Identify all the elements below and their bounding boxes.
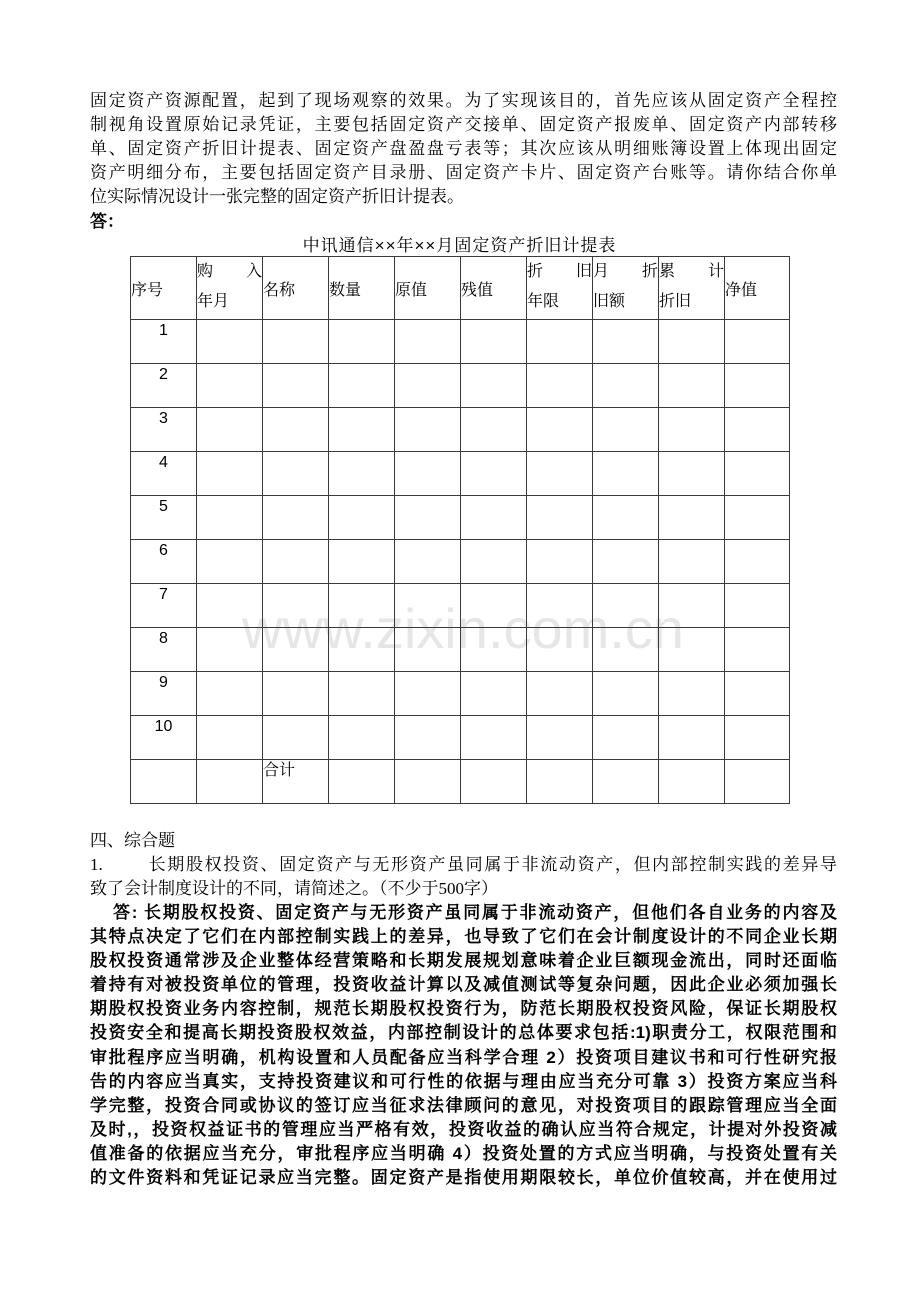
header-monthly-depreciation bbox=[593, 257, 659, 320]
table-cell bbox=[395, 408, 461, 452]
table-cell bbox=[461, 760, 527, 804]
table-cell bbox=[593, 540, 659, 584]
table-cell bbox=[395, 628, 461, 672]
table-cell bbox=[659, 408, 725, 452]
table-cell bbox=[659, 628, 725, 672]
table-cell bbox=[593, 408, 659, 452]
table-cell bbox=[329, 452, 395, 496]
intro-line: 制视角设置原始记录凭证，主要包括固定资产交接单、固定资产报废单、固定资产内部转移 bbox=[90, 115, 837, 134]
header-index: 序号 bbox=[131, 257, 197, 320]
table-cell bbox=[197, 760, 263, 804]
table-total-row bbox=[131, 760, 790, 804]
header-line: 年月 bbox=[197, 293, 230, 310]
answer-label: 答: bbox=[113, 903, 138, 922]
table-cell bbox=[725, 408, 790, 452]
answer-line: 审批程序应当明确，机构设置和人员配备应当科学合理 2）投资项目建议书和可行性研究报 bbox=[90, 1048, 837, 1067]
intro-line: 固定资产资源配置，起到了现场观察的效果。为了实现该目的，首先应该从固定资产全程控 bbox=[90, 91, 837, 110]
table-cell bbox=[197, 364, 263, 408]
table-cell bbox=[329, 408, 395, 452]
table-cell bbox=[395, 716, 461, 760]
row-index bbox=[131, 760, 197, 804]
table-cell bbox=[263, 364, 329, 408]
row-index: 8 bbox=[131, 628, 197, 672]
header-accumulated-depreciation bbox=[659, 257, 725, 320]
table-cell bbox=[329, 672, 395, 716]
table-cell bbox=[197, 452, 263, 496]
header-line: 月 折 bbox=[593, 263, 658, 280]
table-cell bbox=[461, 628, 527, 672]
table-cell bbox=[197, 716, 263, 760]
header-original-value: 原值 bbox=[395, 257, 461, 320]
table-cell bbox=[197, 540, 263, 584]
table-row bbox=[131, 408, 790, 452]
table-cell bbox=[593, 584, 659, 628]
table-cell bbox=[263, 628, 329, 672]
table-cell bbox=[461, 496, 527, 540]
table-cell bbox=[461, 408, 527, 452]
answer-text: 长期股权投资、固定资产与无形资产虽同属于非流动资产，但他们各自业务的内容及 bbox=[143, 903, 837, 922]
table-cell bbox=[725, 584, 790, 628]
table-cell bbox=[725, 716, 790, 760]
table-cell bbox=[395, 364, 461, 408]
answer-line: 的文件资料和凭证记录应当完整。固定资产是指使用期限较长，单位价值较高，并在使用过 bbox=[90, 1168, 837, 1187]
row-index: 10 bbox=[131, 716, 197, 760]
section-heading: 四、综合题 bbox=[90, 831, 175, 850]
table-cell bbox=[659, 364, 725, 408]
header-purchase-date bbox=[197, 257, 263, 320]
intro-line: 单、固定资产折旧计提表、固定资产盘盈盘亏表等；其次应该从明细账簿设置上体现出固定 bbox=[90, 139, 837, 158]
table-row bbox=[131, 496, 790, 540]
table-row bbox=[131, 716, 790, 760]
table-cell bbox=[461, 320, 527, 364]
header-line: 年限 bbox=[527, 293, 560, 310]
table-cell bbox=[263, 672, 329, 716]
table-cell bbox=[263, 496, 329, 540]
table-cell bbox=[527, 760, 593, 804]
header-line: 购 入 bbox=[197, 263, 262, 280]
question-line: 致了会计制度设计的不同，请简述之。（不少于500字） bbox=[90, 879, 498, 898]
table-title: 中讯通信××年××月固定资产折旧计提表 bbox=[302, 236, 617, 255]
table-row bbox=[131, 364, 790, 408]
table-cell bbox=[725, 628, 790, 672]
table-cell bbox=[527, 716, 593, 760]
table-cell bbox=[593, 364, 659, 408]
table-row bbox=[131, 452, 790, 496]
table-cell bbox=[329, 496, 395, 540]
row-index: 2 bbox=[131, 364, 197, 408]
table-cell bbox=[329, 760, 395, 804]
table-cell bbox=[329, 364, 395, 408]
table-cell bbox=[659, 584, 725, 628]
table-cell bbox=[659, 320, 725, 364]
table-cell bbox=[725, 364, 790, 408]
row-index: 7 bbox=[131, 584, 197, 628]
table-cell bbox=[197, 320, 263, 364]
answer-line: 及时,，投资权益证书的管理应当严格有效，投资收益的确认应当符合规定，计提对外投资减 bbox=[90, 1120, 837, 1139]
row-index: 5 bbox=[131, 496, 197, 540]
table-cell bbox=[659, 760, 725, 804]
watermark: www.zixin.com.cn bbox=[242, 597, 684, 660]
table-cell bbox=[263, 716, 329, 760]
table-cell bbox=[329, 628, 395, 672]
table-cell bbox=[593, 760, 659, 804]
table-cell bbox=[395, 760, 461, 804]
table-header-row bbox=[131, 257, 790, 320]
table-cell bbox=[527, 364, 593, 408]
table-cell bbox=[527, 628, 593, 672]
table-cell bbox=[593, 672, 659, 716]
table-cell bbox=[527, 672, 593, 716]
table-cell bbox=[593, 628, 659, 672]
table-cell bbox=[725, 760, 790, 804]
answer-line: 学完整，投资合同或协议的签订应当征求法律顾问的意见，对投资项目的跟踪管理应当全面 bbox=[90, 1096, 837, 1115]
table-cell bbox=[329, 716, 395, 760]
header-quantity: 数量 bbox=[329, 257, 395, 320]
table-cell bbox=[395, 496, 461, 540]
row-index: 3 bbox=[131, 408, 197, 452]
table-cell bbox=[461, 584, 527, 628]
header-line: 折旧 bbox=[659, 293, 692, 310]
table-row bbox=[131, 540, 790, 584]
table-cell bbox=[593, 716, 659, 760]
answer-label: 答： bbox=[90, 212, 124, 231]
table-cell bbox=[329, 584, 395, 628]
table-cell bbox=[263, 408, 329, 452]
table-cell bbox=[527, 540, 593, 584]
header-net-value: 净值 bbox=[725, 257, 790, 320]
table-cell bbox=[659, 672, 725, 716]
header-line: 旧额 bbox=[593, 293, 626, 310]
table-cell bbox=[527, 408, 593, 452]
answer-line: 着持有对被投资单位的管理，投资收益计算以及减值测试等复杂问题，因此企业必须加强长 bbox=[90, 975, 837, 994]
header-line: 累 计 bbox=[659, 263, 724, 280]
question-text: 长期股权投资、固定资产与无形资产虽同属于非流动资产，但内部控制实践的差异导 bbox=[147, 855, 837, 874]
table-cell bbox=[395, 452, 461, 496]
total-label: 合计 bbox=[263, 760, 329, 804]
table-row bbox=[131, 584, 790, 628]
answer-line: 期股权投资业务内容控制，规范长期股权投资行为，防范长期股权投资风险，保证长期股权 bbox=[90, 999, 837, 1018]
table-cell bbox=[263, 452, 329, 496]
table-cell bbox=[593, 320, 659, 364]
table-row bbox=[131, 628, 790, 672]
row-index: 1 bbox=[131, 320, 197, 364]
answer-line: 股权投资通常涉及企业整体经营策略和长期发展规划意味着企业巨额现金流出，同时还面临 bbox=[90, 951, 837, 970]
table-cell bbox=[197, 672, 263, 716]
table-cell bbox=[659, 540, 725, 584]
table-cell bbox=[725, 540, 790, 584]
table-cell bbox=[197, 584, 263, 628]
header-name: 名称 bbox=[263, 257, 329, 320]
table-cell bbox=[461, 672, 527, 716]
table-cell bbox=[197, 408, 263, 452]
table-row bbox=[131, 320, 790, 364]
header-residual-value: 残值 bbox=[461, 257, 527, 320]
table-cell bbox=[461, 540, 527, 584]
question-number: 1. bbox=[90, 855, 103, 874]
answer-line bbox=[113, 901, 837, 925]
answer-line: 其特点决定了它们在内部控制实践上的差异，也导致了它们在会计制度设计的不同企业长期 bbox=[90, 927, 837, 946]
table-cell bbox=[197, 628, 263, 672]
row-index: 6 bbox=[131, 540, 197, 584]
table-cell bbox=[461, 452, 527, 496]
table-cell bbox=[725, 672, 790, 716]
intro-line: 资产明细分布，主要包括固定资产目录册、固定资产卡片、固定资产台账等。请你结合你单 bbox=[90, 163, 837, 182]
table-cell bbox=[527, 496, 593, 540]
table-cell bbox=[395, 672, 461, 716]
row-index: 9 bbox=[131, 672, 197, 716]
table-cell bbox=[263, 584, 329, 628]
table-cell bbox=[263, 540, 329, 584]
header-line: 折 旧 bbox=[527, 263, 592, 280]
table-cell bbox=[461, 364, 527, 408]
table-cell bbox=[527, 584, 593, 628]
table-cell bbox=[725, 452, 790, 496]
row-index: 4 bbox=[131, 452, 197, 496]
table-cell bbox=[395, 584, 461, 628]
table-cell bbox=[659, 452, 725, 496]
table-cell bbox=[593, 496, 659, 540]
header-depreciation-years bbox=[527, 257, 593, 320]
table-cell bbox=[527, 452, 593, 496]
table-row bbox=[131, 672, 790, 716]
table-cell bbox=[527, 320, 593, 364]
depreciation-table bbox=[130, 256, 790, 804]
table-cell bbox=[461, 716, 527, 760]
table-cell bbox=[659, 716, 725, 760]
table-cell bbox=[395, 540, 461, 584]
table-cell bbox=[725, 320, 790, 364]
intro-line: 位实际情况设计一张完整的固定资产折旧计提表。 bbox=[90, 187, 464, 206]
table-cell bbox=[329, 540, 395, 584]
answer-line: 投资安全和提高长期投资股权效益，内部控制设计的总体要求包括:1)职责分工，权限范围和 bbox=[90, 1023, 837, 1042]
table-cell bbox=[263, 320, 329, 364]
answer-line: 告的内容应当真实，支持投资建议和可行性的依据与理由应当充分可靠 3）投资方案应当科 bbox=[90, 1072, 837, 1091]
table-cell bbox=[197, 496, 263, 540]
table-cell bbox=[725, 496, 790, 540]
table-cell bbox=[329, 320, 395, 364]
answer-line: 值准备的依据应当充分，审批程序应当明确 4）投资处置的方式应当明确，与投资处置有关 bbox=[90, 1144, 837, 1163]
table-cell bbox=[395, 320, 461, 364]
question-line bbox=[90, 853, 837, 877]
table-cell bbox=[593, 452, 659, 496]
table-cell bbox=[659, 496, 725, 540]
